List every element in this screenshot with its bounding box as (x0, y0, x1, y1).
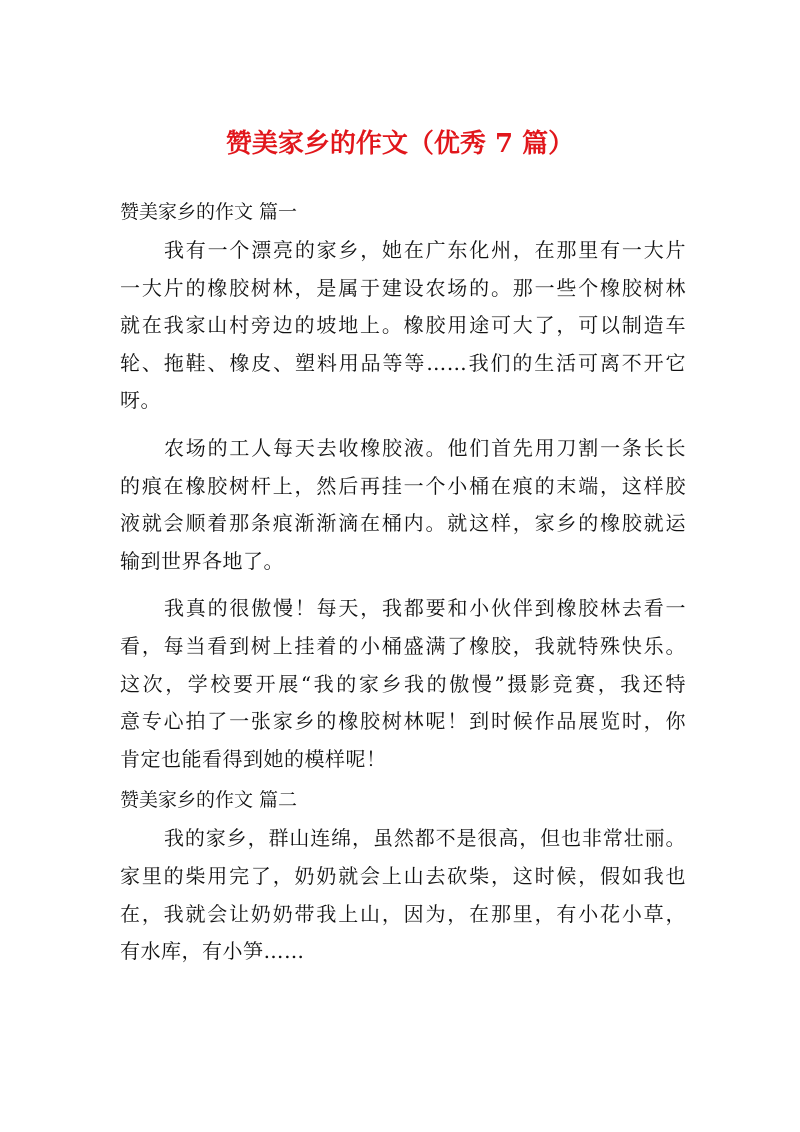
text-line: 看，每当看到树上挂着的小桶盛满了橡胶，我就特殊快乐。 (120, 633, 686, 658)
document-title: 赞美家乡的作文（优秀 7 篇） (225, 129, 575, 159)
paragraph (120, 232, 686, 420)
section-heading: 赞美家乡的作文 篇二 (120, 789, 298, 812)
document-body (120, 192, 686, 981)
text-line: 我真的很傲慢！每天，我都要和小伙伴到橡胶林去看一 (164, 596, 686, 621)
text-line: 家里的柴用完了，奶奶就会上山去砍柴，这时候，假如我也 (120, 863, 686, 888)
text-line: 农场的工人每天去收橡胶液。他们首先用刀割一条长长 (164, 435, 686, 460)
text-line: 我有一个漂亮的家乡，她在广东化州，在那里有一大片 (164, 238, 686, 262)
paragraph (120, 430, 686, 580)
text-line: 呀。 (120, 388, 161, 413)
text-line: 液就会顺着那条痕渐渐滴在桶内。就这样，家乡的橡胶就运 (120, 511, 686, 536)
text-line: 一大片的橡胶树林，是属于建设农场的。那一些个橡胶树林 (120, 275, 686, 300)
section-heading: 赞美家乡的作文 篇一 (120, 201, 298, 223)
paragraph (120, 820, 686, 970)
text-line: 输到世界各地了。 (120, 548, 284, 573)
text-line: 我的家乡，群山连绵，虽然都不是很高，但也非常壮丽。 (164, 826, 686, 851)
text-line: 就在我家山村旁边的坡地上。橡胶用途可大了，可以制造车 (120, 313, 686, 338)
text-line: 意专心拍了一张家乡的橡胶树林呢！到时候作品展览时，你 (120, 709, 686, 734)
text-line: 在，我就会让奶奶带我上山，因为，在那里，有小花小草， (120, 901, 686, 926)
text-line: 这次，学校要开展“我的家乡我的傲慢”摄影竞赛，我还特 (120, 671, 686, 696)
paragraph (120, 590, 686, 778)
text-line: 的痕在橡胶树杆上，然后再挂一个小桶在痕的末端，这样胶 (120, 473, 686, 498)
text-line: 肯定也能看得到她的模样呢！ (120, 746, 387, 771)
text-line: 有水库，有小笋…… (120, 939, 305, 964)
text-line: 轮、拖鞋、橡皮、塑料用品等等……我们的生活可离不开它 (120, 350, 686, 375)
